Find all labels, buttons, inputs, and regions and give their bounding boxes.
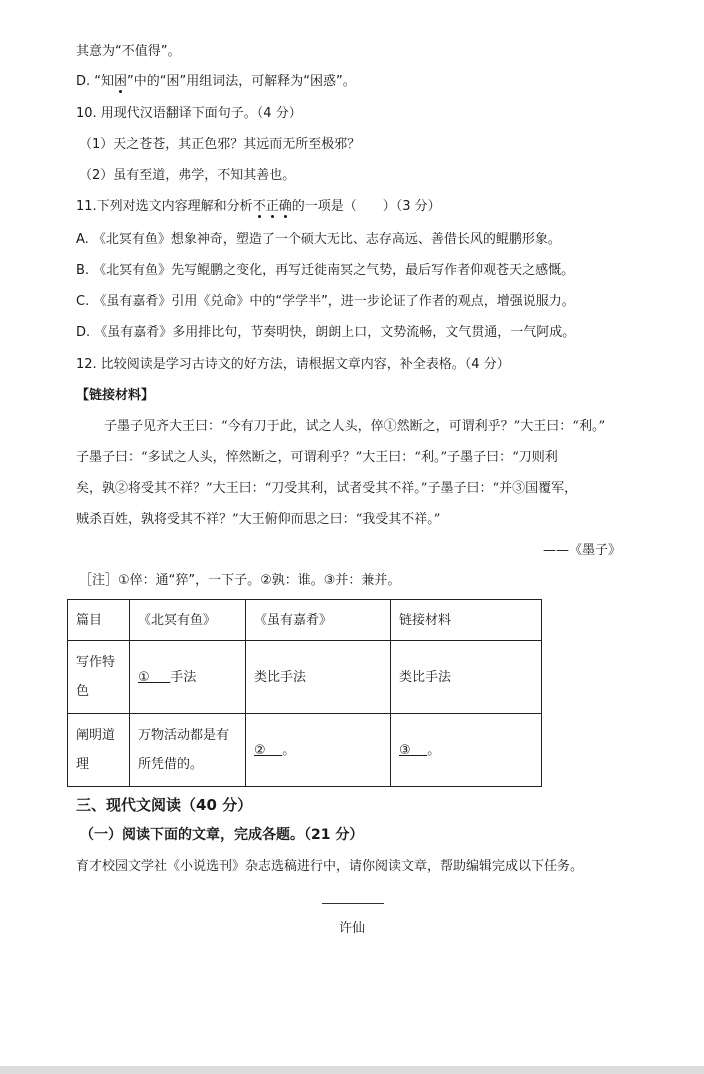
row-label-line: 色 [76,684,90,699]
annotation-note: ［注］①倅：通“猝”，一下子。②孰：谁。③并：兼并。 [79,573,401,588]
passage-line: 子墨子曰：“多试之人头，悴然断之，可谓利乎？”大王曰：“利。”子墨子曰：“刀则利 [76,450,558,465]
text-fragment: ”中的“困”用组词法，可解释为“困惑”。 [127,74,356,89]
row-label [68,641,130,714]
blank-2[interactable] [254,743,282,758]
table-header-row [68,600,542,641]
passage-source: ——《墨子》 [543,543,622,558]
row-label-line: 阐明道 [76,728,116,743]
header-cell: 链接材料 [391,600,542,641]
passage-line: 贼杀百姓，孰将受其不祥？”大王俯仰而思之曰：“我受其不祥。” [76,512,441,527]
option-b: B. 《北冥有鱼》先写鲲鹏之变化，再写迁徙南冥之气势，最后写作者仰观苍天之感慨。 [76,263,575,278]
title-rule [322,903,384,904]
question-11 [76,198,441,216]
subsection-title: （一）阅读下面的文章，完成各题。（21 分） [80,827,364,843]
table-row [68,714,542,787]
cell-text: 。 [282,742,296,758]
option-d-prev [76,73,356,91]
header-cell: 篇目 [68,600,130,641]
cell-line: 万物活动都是有 [138,728,230,743]
answer-cell [391,714,542,787]
table-cell [130,714,246,787]
question-10: 10. 用现代汉语翻译下面句子。（4 分） [76,106,302,121]
emphasis-phrase [253,199,292,214]
answer-cell [246,714,391,787]
section-intro: 育才校园文学社《小说选刊》杂志选稿进行中，请你阅读文章，帮助编辑完成以下任务。 [76,859,584,874]
option-d: D. 《虽有嘉肴》多用排比句，节奏明快，朗朗上口，文势流畅，文气贯通，一气阿成。 [76,325,576,340]
story-title: 许仙 [339,921,366,936]
cell-text: 手法 [170,669,197,685]
comparison-table [67,599,542,787]
header-cell: 《北冥有鱼》 [130,600,246,641]
emphasis-char: 困 [114,74,128,89]
table-cell: 类比手法 [391,641,542,714]
blank-3[interactable] [399,743,427,758]
text-line: 其意为“不值得”。 [76,44,181,59]
question-12: 12. 比较阅读是学习古诗文的好方法，请根据文章内容，补全表格。（4 分） [76,357,510,372]
answer-cell [130,641,246,714]
question-10-2: （2）虽有至道，弗学，不知其善也。 [79,168,296,183]
passage-line: 矣，孰②将受其不祥？”大王曰：“刀受其利，试者受其不祥。”子墨子曰：“并③国覆军， [76,481,578,496]
row-label-line: 理 [76,757,90,772]
table-row [68,641,542,714]
table-cell: 类比手法 [246,641,391,714]
blank-1[interactable] [138,670,170,685]
passage-line: 子墨子见齐大王曰：“今有刀于此，试之人头，倅①然断之，可谓利乎？”大王曰：“利。” [104,419,606,434]
cell-text: 。 [427,742,441,758]
text-fragment: 11.下列对选文内容理解和分析 [76,199,253,214]
option-c: C. 《虽有嘉肴》引用《兑命》中的“学学半”，进一步论证了作者的观点，增强说服力。 [76,294,575,309]
question-10-1: （1）天之苍苍，其正色邪？其远而无所至极邪？ [79,137,361,152]
emphasis-char: 正 [265,199,279,214]
text-fragment: 的一项是（ ）（3 分） [291,199,441,214]
emphasis-char: 不 [252,199,266,214]
page-footer-band [0,1066,704,1074]
emphasis-char: 确 [278,199,292,214]
row-label-line: 写作特 [76,655,116,670]
blank-number: ① [138,669,150,685]
link-heading: 【链接材料】 [76,388,155,403]
text-fragment: D. “知 [76,74,115,89]
header-cell: 《虽有嘉肴》 [246,600,391,641]
section-title: 三、现代文阅读（40 分） [76,796,253,814]
cell-line: 所凭借的。 [138,757,204,772]
blank-number: ③ [399,742,411,758]
option-a: A. 《北冥有鱼》想象神奇，塑造了一个硕大无比、志存高远、善借长风的鲲鹏形象。 [76,232,561,247]
row-label [68,714,130,787]
blank-number: ② [254,742,266,758]
